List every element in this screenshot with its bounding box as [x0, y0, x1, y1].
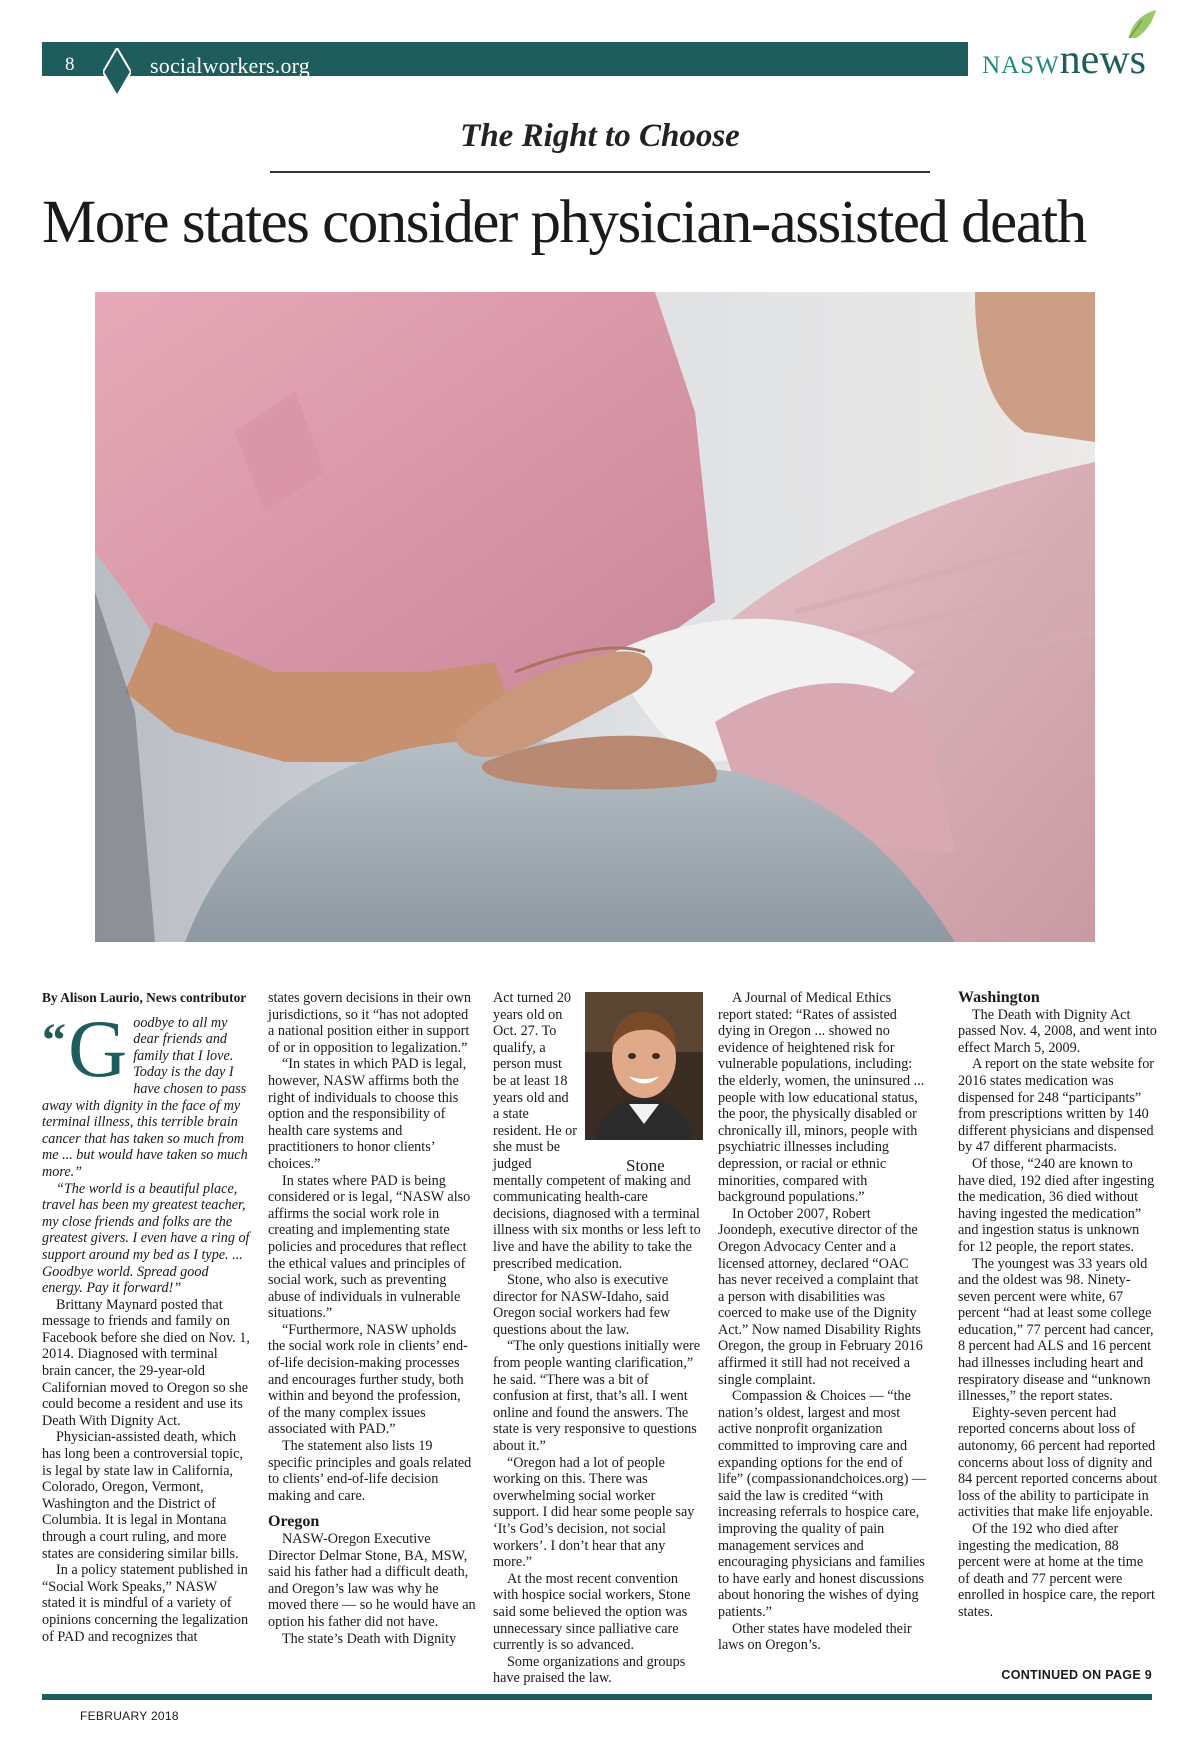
dropcap-letter: G: [68, 1002, 128, 1094]
paragraph: In states where PAD is being considered or is legal, “NASW also affirms the social work role in creating and implementing state policies and procedures that reflect the ethical values and principles of social work, such as preventing abuse of individuals in vulnerable situations.”: [268, 1172, 471, 1322]
paragraph: Of those, “240 are known to have died, 192 died after ingesting the medication, 36 died without having ingested the medication” and ingestion status is unknown for 12 people, the report states.: [958, 1155, 1155, 1255]
dropcap-quote: “: [42, 1013, 66, 1067]
page-number: 8: [65, 54, 75, 75]
opening-quote: oodbye to all my dear friends and family that I love. Today is the day I have chosen to pass away with dignity in the face of my terminal illness, this terrible brain cancer that has taken so much from me ... but would have taken so much more.”: [42, 1014, 248, 1180]
brand-logo: [968, 37, 1152, 83]
paragraph: Some organizations and groups have praised the law.: [493, 1653, 686, 1687]
paragraph: In a policy statement published in “Social Work Speaks,” NASW stated it is mindful of a variety of opinions concerning the legalization of PAD and recognizes that: [42, 1562, 249, 1645]
article-column-1: [42, 990, 250, 1645]
paragraph: The statement also lists 19 specific principles and goals related to clients’ end-of-life decision making and care.: [268, 1438, 472, 1504]
paragraph: The Death with Dignity Act passed Nov. 4, 2008, and went into effect March 5, 2009.: [958, 1006, 1157, 1056]
paragraph: Other states have modeled their laws on Oregon’s.: [718, 1620, 912, 1654]
article-column-2: [268, 990, 476, 1647]
headshot-photo: [585, 992, 703, 1160]
byline: By Alison Laurio, News contributor: [42, 990, 247, 1005]
paragraph: Physician-assisted death, which has long been a controversial topic, is legal by state law in California, Colorado, Oregon, Vermont, Washington and the District of Columbia. It is legal in Montana through a court ruling, and more states are considering similar bills.: [42, 1429, 243, 1562]
paragraph: Of the 192 who died after ingesting the medication, 88 percent were at home at the time of death and 77 percent were enrolled in hospice care, the report states.: [958, 1521, 1155, 1620]
opening-quote-2: “The world is a beautiful place, travel has been my greatest teacher, my close friends and folks are the greatest givers. I even have a ring of support around my bed as I type. ... Goodbye world. Spread good energy. Pay it forward!”: [42, 1180, 250, 1297]
paragraph: states govern decisions in their own jurisdictions, so it “has not adopted a national position either in support of or in opposition to legalization.”: [268, 990, 471, 1056]
issue-date: FEBRUARY 2018: [80, 1709, 179, 1723]
continued-link[interactable]: CONTINUED ON PAGE 9: [1001, 1668, 1152, 1682]
article-kicker: The Right to Choose: [460, 118, 740, 154]
paragraph: Stone, who also is executive director for NASW-Idaho, said Oregon social workers had few questions about the law.: [493, 1272, 671, 1338]
paragraph: In October 2007, Robert Joondeph, executive director of the Oregon Advocacy Center and a licensed attorney, declared “OAC has never received a complaint that a person with disabilities was coerced to make use of the Dignity Act.” Now named Disability Rights Oregon, the group in February 2016 affirmed it still had not received a single complaint.: [718, 1205, 923, 1388]
paragraph: “Oregon had a lot of people working on this. There was overwhelming social worker support. I did hear some people say ‘It’s God’s decision, not social workers’. I don’t hear that any more.”: [493, 1454, 695, 1571]
brand-prefix: NASW: [982, 52, 1060, 79]
article-column-4: [718, 990, 928, 1654]
paragraph: Eighty-seven percent had reported concerns about loss of autonomy, 66 percent had reported concerns about loss of dignity and 84 percent reported concerns about loss of the ability to participate in activities that make life enjoyable.: [958, 1404, 1158, 1521]
paragraph: At the most recent convention with hospice social workers, Stone said some believed the option was unnecessary since palliative care currently is so advanced.: [493, 1570, 691, 1654]
paragraph: The youngest was 33 years old and the oldest was 98. Ninety-seven percent were white, 67 percent “had at least some college education,” 77 percent had cancer, 8 percent had ALS and 16 percent had illnesses including heart and respiratory disease and “unknown illnesses,” the report states.: [958, 1255, 1154, 1405]
paragraph: “The only questions initially were from people wanting clarification,” he said. “There was a bit of confusion at first, that’s all. I went online and found the answers. The state is very responsive to questions about it.”: [493, 1338, 701, 1455]
paragraph: A report on the state website for 2016 states medication was dispensed for 248 “participants” from prescriptions written by 140 different physicians and dispensed by 47 different pharmacists.: [958, 1056, 1155, 1156]
paragraph: “In states in which PAD is legal, however, NASW affirms both the right of individuals to choose this option and the responsibility of health care systems and practitioners to honor clients’ choices.”: [268, 1056, 467, 1172]
section-heading-oregon: Oregon: [268, 1513, 320, 1531]
main-photo: [95, 292, 1095, 942]
website-link[interactable]: socialworkers.org: [150, 53, 311, 78]
paragraph: Compassion & Choices — “the nation’s oldest, largest and most active nonprofit organization committed to improving care and expanding options for the end of life” (compassionandchoices.org) — said the law is credited “with increasing referrals to hospice care, improving the quality of pain management services and encouraging physicians and families to have early and honest discussions about honoring the wishes of dying patients.”: [718, 1388, 927, 1620]
section-heading-washington: Washington: [958, 989, 1040, 1006]
article-headline: More states consider physician-assisted death: [42, 189, 1086, 256]
footer-bar: [42, 1694, 1152, 1700]
paragraph: NASW-Oregon Executive Director Delmar Stone, BA, MSW, said his father had a difficult death, and Oregon’s law was why he moved there — so he would have an option his father did not have.: [268, 1531, 476, 1630]
paragraph: “Furthermore, NASW upholds the social work role in clients’ end-of-life decision-making processes and encourages further study, both within and beyond the profession, of the many complex issues associated with PAD.”: [268, 1321, 468, 1438]
article-column-5: [958, 990, 1158, 1621]
headshot-caption: Stone: [626, 1156, 665, 1175]
article-column-3: [493, 990, 703, 1687]
paragraph: Act turned 20 years old on Oct. 27. To qualify, a person must be at least 18 years old and a state resident. He or she must be judged mentally competent of making and communicating health-care decisions, diagnosed with a terminal illness with six months or less left to live and have the ability to take the prescribed medication.: [493, 990, 701, 1272]
kicker-divider: [270, 171, 930, 173]
paragraph: A Journal of Medical Ethics report stated: “Rates of assisted dying in Oregon ... showed no evidence of heightened risk for vulnerable populations, including: the elderly, women, the uninsured ... people with low educational status, the poor, the physically disabled or chronically ill, minors, people with psychiatric illnesses including depression, or racial or ethnic minorities, compared with background populations.”: [718, 990, 925, 1206]
paragraph: Brittany Maynard posted that message to friends and family on Facebook before she died on Nov. 1, 2014. Diagnosed with terminal brain cancer, the 29-year-old Californian moved to Oregon so she could become a resident and use its Death With Dignity Act.: [42, 1296, 250, 1429]
paragraph: The state’s Death with Dignity: [282, 1630, 457, 1647]
brand-suffix: news: [1059, 37, 1146, 83]
